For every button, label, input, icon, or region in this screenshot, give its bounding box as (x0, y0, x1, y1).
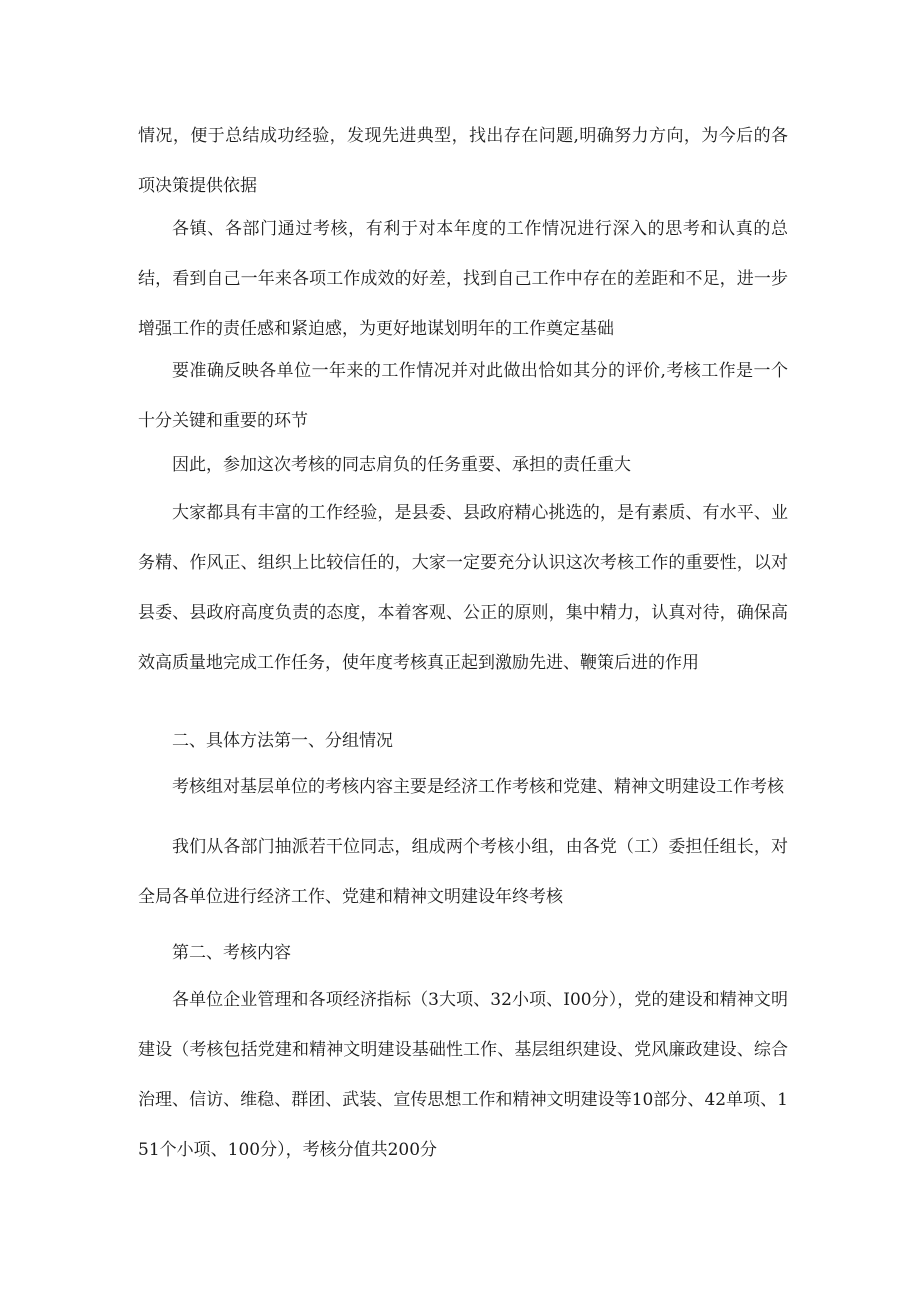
paragraph-responsibility: 因此，参加这次考核的同志肩负的任务重要、承担的责任重大 (172, 455, 631, 475)
paragraph-assessment-scope: 考核组对基层单位的考核内容主要是经济工作考核和党建、精神文明建设工作考核 (172, 777, 784, 797)
paragraph-requirements: 大家都具有丰富的工作经验，是县委、县政府精心挑选的，是有素质、有水平、业务精、作风正、组织上比较信任的，大家一定要充分认识这次考核工作的重要性，以对县委、县政府高度负责的态度，本着客观、公正的原则，集中精力，认真对待，确保高效高质量地完成工作任务，使年度考核真正起到激励先进、鞭策后进的作用 (138, 503, 788, 673)
paragraph-key-link: 要准确反映各单位一年来的工作情况并对此做出恰如其分的评价,考核工作是一个十分关键和重要的环节 (138, 361, 788, 431)
paragraph-grouping: 我们从各部门抽派若干位同志，组成两个考核小组，由各党（工）委担任组长，对全局各单位进行经济工作、党建和精神文明建设年终考核 (138, 837, 788, 907)
paragraph-continuation: 情况，便于总结成功经验，发现先进典型，找出存在问题,明确努力方向，为今后的各项决策提供依据 (138, 126, 788, 196)
section-heading-content: 第二、考核内容 (172, 943, 291, 963)
section-heading-methods: 二、具体方法第一、分组情况 (172, 731, 393, 751)
paragraph-assessment-benefit: 各镇、各部门通过考核，有利于对本年度的工作情况进行深入的思考和认真的总结，看到自己一年来各项工作成效的好差，找到自己工作中存在的差距和不足，进一步增强工作的责任感和紧迫感，为更好地谋划明年的工作奠定基础 (138, 219, 788, 339)
paragraph-assessment-content: 各单位企业管理和各项经济指标（3大项、32小项、I00分），党的建设和精神文明建设（考核包括党建和精神文明建设基础性工作、基层组织建设、党风廉政建设、综合治理、信访、维稳、群团、武装、宣传思想工作和精神文明建设等10部分、42单项、151个小项、100分），考核分值共200分 (138, 990, 788, 1160)
